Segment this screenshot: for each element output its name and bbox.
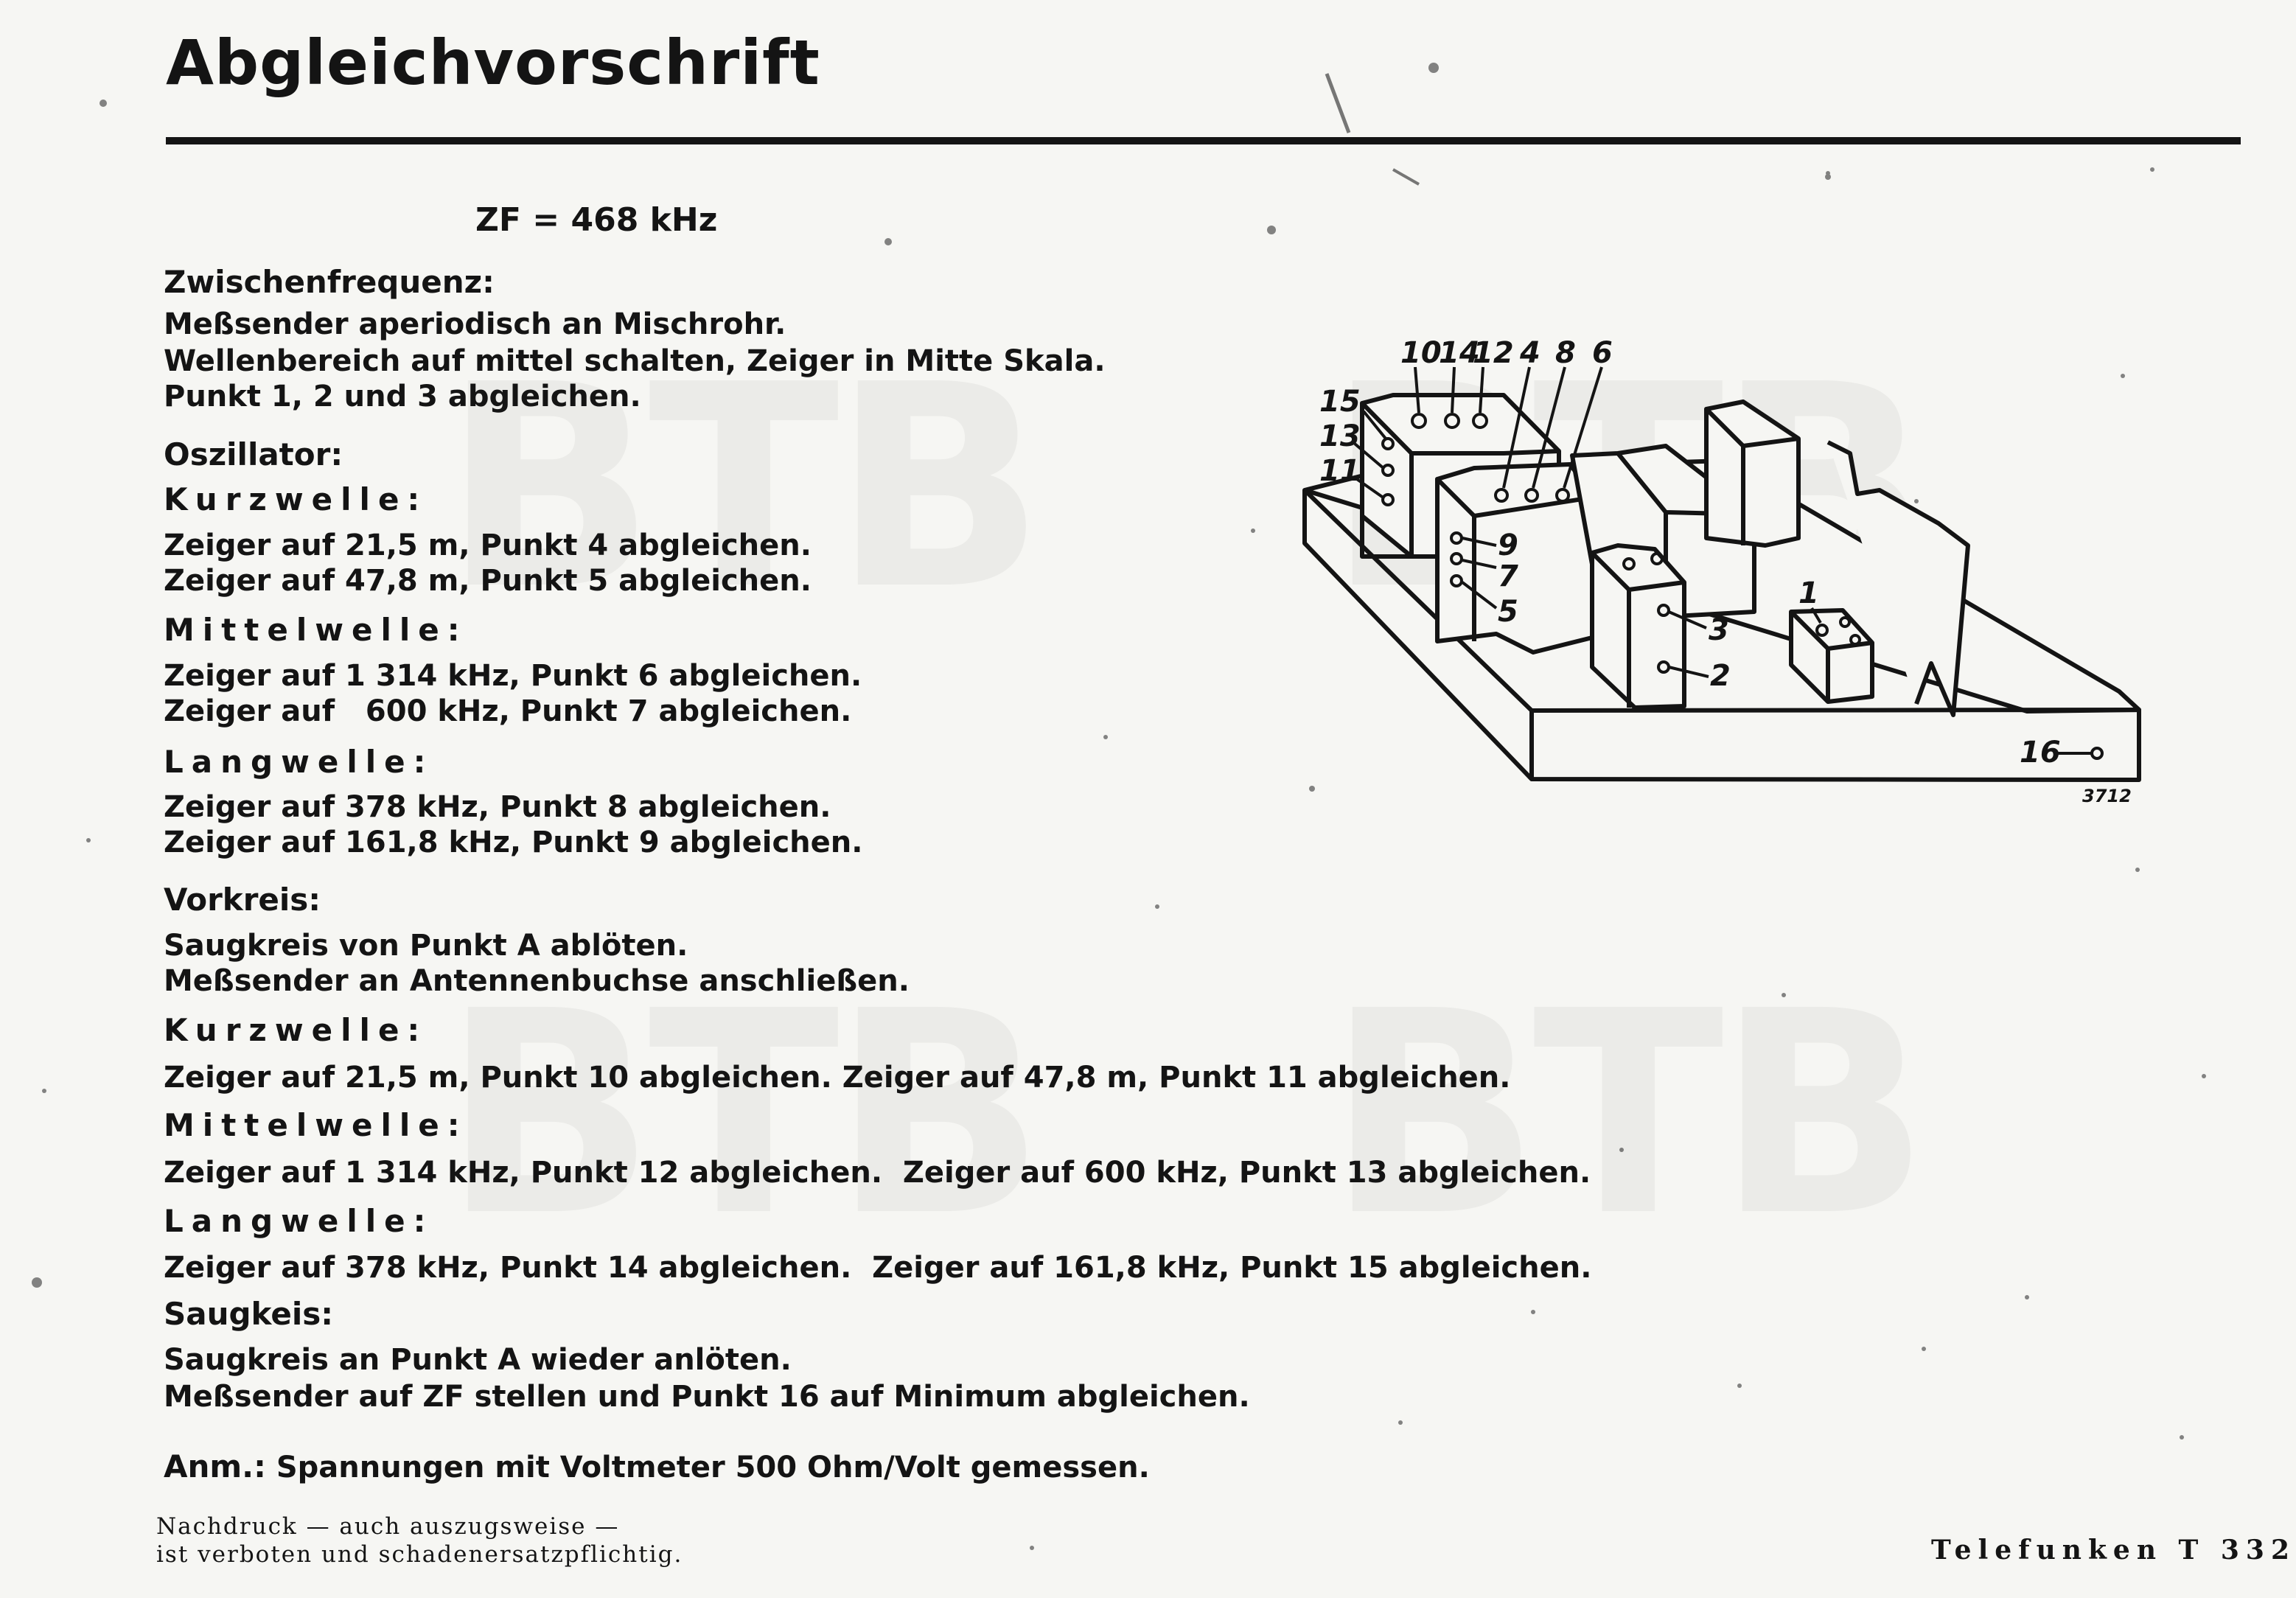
text-line: Zeiger auf 21,5 m, Punkt 10 abgleichen. Zeiger auf 47,8 m, Punkt 11 abgleichen. [164, 1061, 1511, 1095]
subheading-mittelwelle: Mittelwelle: [164, 612, 468, 648]
text-line: Zeiger auf 161,8 kHz, Punkt 9 abgleichen. [164, 826, 863, 859]
note-label: Anm.: [164, 1448, 266, 1484]
footer-line: ist verboten und schadenersatzpflichtig. [156, 1541, 683, 1568]
label-point-11: 11 [1319, 454, 1361, 488]
subheading-langwelle: Langwelle: [164, 744, 434, 780]
subheading-mittelwelle: Mittelwelle: [164, 1107, 468, 1143]
label-point-8: 8 [1555, 336, 1576, 370]
label-point-14: 14 [1439, 336, 1480, 370]
text-line: Zeiger auf 21,5 m, Punkt 4 abgleichen. [164, 528, 812, 562]
label-point-15: 15 [1319, 385, 1361, 419]
zf-line: ZF = 468 kHz [475, 201, 718, 239]
label-point-9: 9 [1498, 528, 1518, 562]
if-coil-box [1592, 545, 1684, 708]
section-heading-zwischenfrequenz: Zwischenfrequenz: [164, 264, 495, 300]
label-point-12: 12 [1473, 336, 1514, 370]
subheading-kurzwelle: Kurzwelle: [164, 1012, 428, 1048]
label-point-5: 5 [1498, 595, 1518, 629]
text-line: Saugkreis an Punkt A wieder anlöten. [164, 1343, 792, 1377]
note-text: Spannungen mit Voltmeter 500 Ohm/Volt gemessen. [276, 1451, 1150, 1484]
label-point-3: 3 [1709, 613, 1729, 647]
label-point-16: 16 [2020, 736, 2061, 770]
footer-line: Nachdruck — auch auszugsweise — [156, 1513, 620, 1540]
footer-notice [156, 1512, 683, 1569]
title-rule [166, 137, 2241, 144]
text-line: Meßsender auf ZF stellen und Punkt 16 auf Minimum abgleichen. [164, 1380, 1250, 1414]
label-point-6: 6 [1592, 336, 1613, 370]
alignment-diagram [1283, 324, 2167, 826]
label-point-13: 13 [1319, 419, 1361, 453]
label-point-1: 1 [1798, 576, 1819, 610]
text-line: Punkt 1, 2 und 3 abgleichen. [164, 380, 641, 414]
section-heading-vorkreis: Vorkreis: [164, 882, 321, 918]
label-point-4: 4 [1520, 336, 1540, 370]
watermark [442, 951, 1039, 1277]
note [164, 1448, 1150, 1484]
text-line: Saugkreis von Punkt A ablöten. [164, 929, 688, 963]
watermark [1327, 951, 1923, 1277]
section-heading-oszillator: Oszillator: [164, 436, 343, 472]
subheading-kurzwelle: Kurzwelle: [164, 481, 428, 517]
label-point-7: 7 [1498, 559, 1518, 593]
text-line: Zeiger auf 378 kHz, Punkt 14 abgleichen. Zeiger auf 161,8 kHz, Punkt 15 abgleichen. [164, 1251, 1592, 1285]
brand-model: Telefunken T 332 [1931, 1535, 2296, 1566]
page-title: Abgleichvorschrift [166, 27, 820, 99]
text-line: Meßsender aperiodisch an Mischrohr. [164, 307, 786, 341]
label-point-10: 10 [1400, 336, 1442, 370]
text-line: Meßsender an Antennenbuchse anschließen. [164, 964, 910, 998]
text-line: Wellenbereich auf mittel schalten, Zeiger in Mitte Skala. [164, 344, 1106, 378]
label-point-2: 2 [1710, 659, 1731, 693]
subheading-langwelle: Langwelle: [164, 1203, 434, 1239]
text-line: Zeiger auf 47,8 m, Punkt 5 abgleichen. [164, 564, 812, 598]
text-line: Zeiger auf 1 314 kHz, Punkt 12 abgleichen. Zeiger auf 600 kHz, Punkt 13 abgleichen. [164, 1156, 1591, 1190]
section-heading-saugkreis: Saugkeis: [164, 1296, 334, 1332]
text-line: Zeiger auf 600 kHz, Punkt 7 abgleichen. [164, 694, 852, 728]
figure-number: 3712 [2082, 786, 2132, 806]
text-line: Zeiger auf 1 314 kHz, Punkt 6 abgleichen. [164, 659, 862, 693]
text-line: Zeiger auf 378 kHz, Punkt 8 abgleichen. [164, 790, 831, 824]
